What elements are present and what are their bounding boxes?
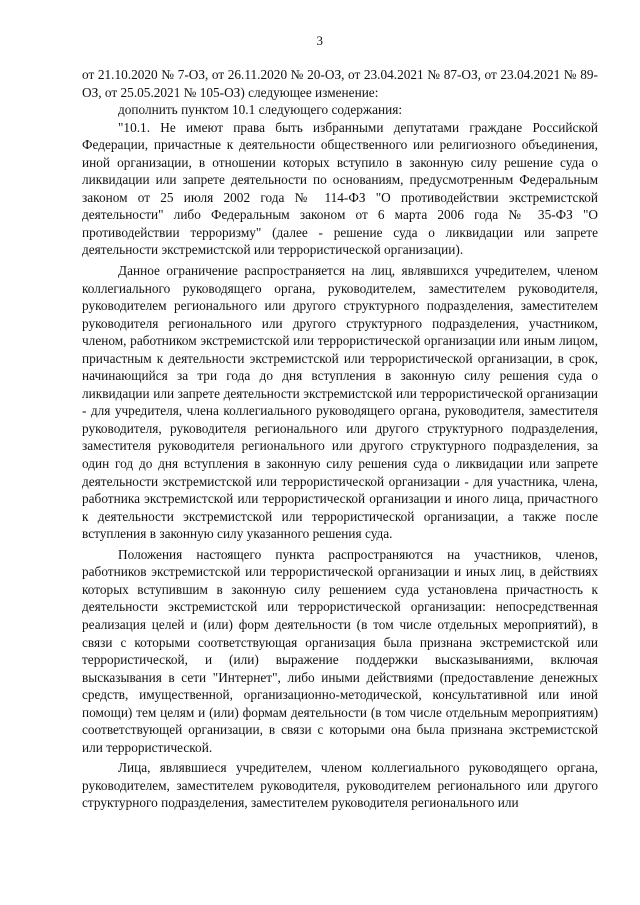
page-number: 3 [316, 33, 324, 48]
paragraph-amendment-intro: дополнить пунктом 10.1 следующего содержания: [118, 102, 403, 118]
document-body [82, 66, 598, 812]
paragraph-restriction-scope: Данное ограничение распространяется на лиц, являвшихся учредителем, членом коллегиального руководящего органа, руководителем, заместителем руководителя, руководителем регионального или другого структурного подразделения, заместителем руководителя регионального или другого структурного подразделения, участником, членом, работником экстремистской или террористической организации или иным лицом, причастным к деятельности экстремистской или террористической организации, в срок, начинающийся за три года до дня вступления в законную силу решения суда о ликвидации или запрете деятельности экстремистской или террористической организации - для учредителя, члена коллегиального руководящего органа, руководителя, заместителя руководителя, руководителя регионального или другого структурного подразделения, заместителя руководителя регионального или другого структурного подразделения, за один год до дня вступления в законную силу решения суда о ликвидации или запрете деятельности экстремистской или террористической организации - для участника, члена, работника экстремистской или террористической организации и иного лица, причастного к деятельности экстремистской или террористической организации, а также после вступления в законную силу указанного решения суда. [82, 263, 598, 542]
paragraph-continuation: от 21.10.2020 № 7-ОЗ, от 26.11.2020 № 20-ОЗ, от 23.04.2021 № 87-ОЗ, от 23.04.2021 № 89-ОЗ, от 25.05.2021 № 105-ОЗ) следующее изменение: [82, 67, 598, 100]
paragraph-item-10-1: "10.1. Не имеют права быть избранными депутатами граждане Российской Федерации, причастные к деятельности общественного или религиозного объединения, иной организации, в отношении которых вступило в законную силу решение суда о ликвидации или запрете деятельности по основаниям, предусмотренным Федеральным законом от 25 июля 2002 года № 114-ФЗ "О противодействии экстремистской деятельности" либо Федеральным законом от 6 марта 2006 года № 35-ФЗ "О противодействии терроризму" (далее - решение суда о ликвидации или запрете деятельности экстремистской или террористической организации). [82, 119, 598, 258]
paragraph-provisions: Положения настоящего пункта распространяются на участников, членов, работников экстремистской или террористической организации и иных лиц, в действиях которых вступившим в законную силу решением суда установлена причастность к деятельности экстремистской или террористической организации: непосредственная реализация целей и (или) форм деятельности (в том числе отдельных мероприятий), в связи с которыми соответствующая организация была признана экстремистской или террористической, и (или) выражение поддержки высказываниями, включая высказывания в сети "Интернет", либо иными действиями (предоставление денежных средств, имущественной, организационно-методической, консультативной или иной помощи) тем целям и (или) формам деятельности (в том числе отдельным мероприятиям) соответствующей организации, в связи с которыми она была признана экстремистской или террористической. [82, 546, 598, 755]
paragraph-persons: Лица, являвшиеся учредителем, членом коллегиального руководящего органа, руководителем, заместителем руководителя, руководителем регионального или другого структурного подразделения, заместителем руководителя регионального или [82, 760, 598, 811]
